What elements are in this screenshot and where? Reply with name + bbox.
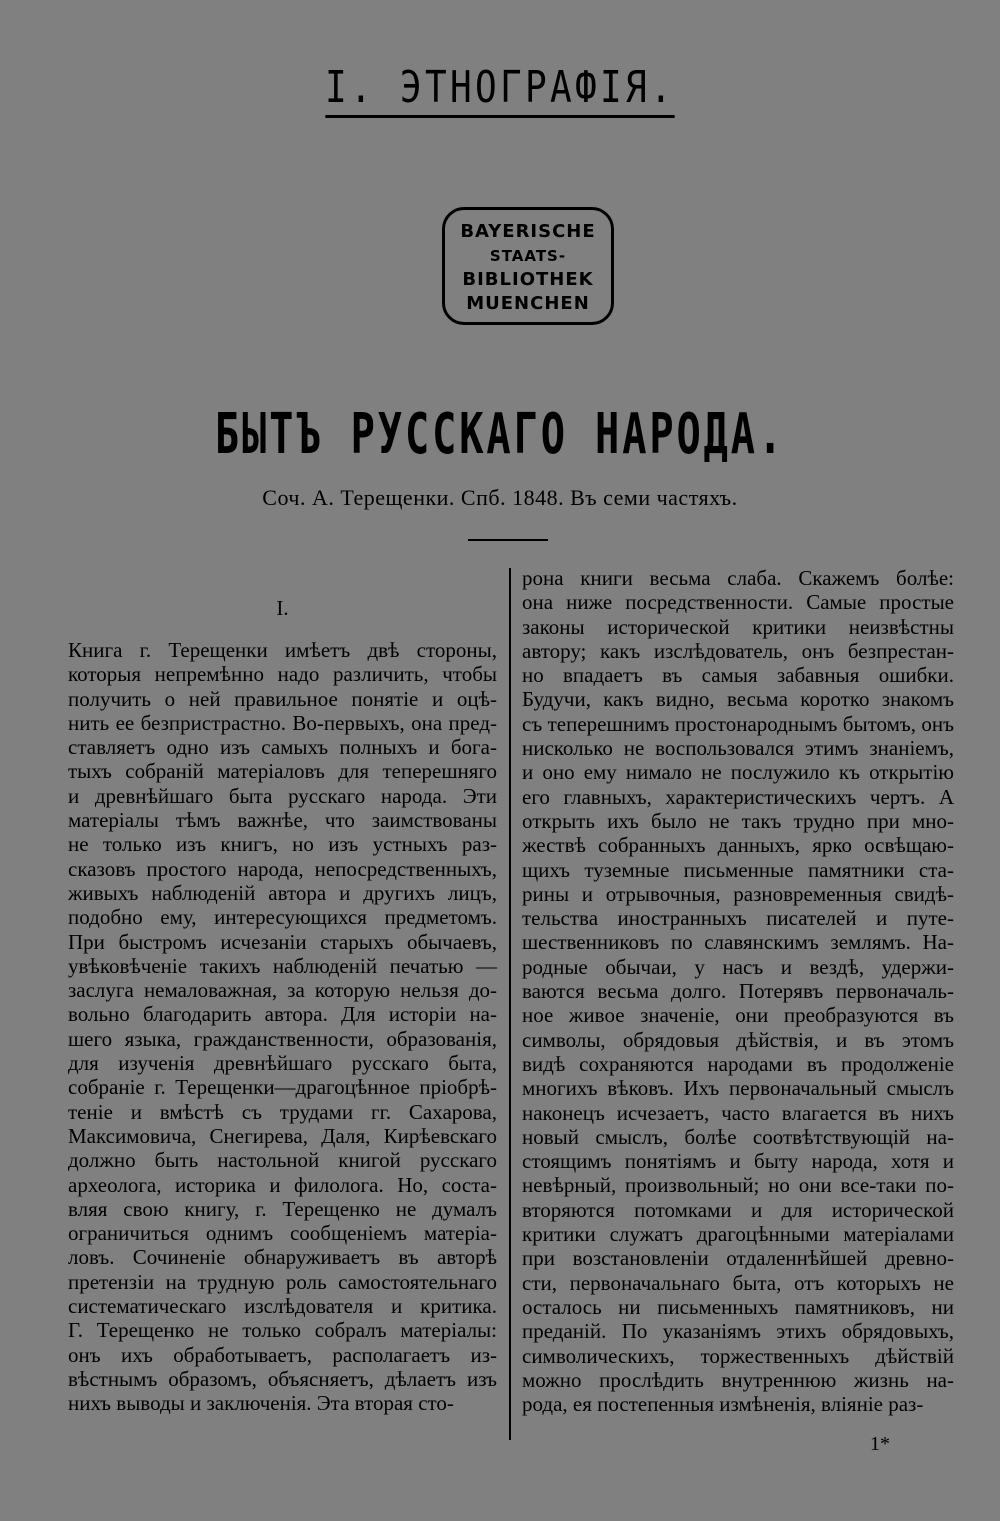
text-line: рины и отрывочныя, разновременныя свидѣ- — [522, 881, 954, 906]
section-heading-text: I. ЭТНОГРАФІЯ. — [325, 62, 675, 118]
text-line: вторяются потомками и для исторической — [522, 1197, 954, 1222]
text-line: вѣстнымъ образомъ, объясняетъ, дѣлаетъ изъ — [68, 1366, 497, 1391]
text-line: увѣковѣченіе такихъ наблюденій печатью — — [68, 953, 497, 978]
right-column — [522, 566, 954, 1416]
text-line: для изученія древнѣйшаго русскаго быта, — [68, 1051, 497, 1076]
text-line: получить о ней правильное понятіе и оцѣ- — [68, 686, 497, 711]
text-line: должно быть настольной книгой русскаго — [68, 1148, 497, 1173]
text-line: претензіи на трудную роль самостоятельнаго — [68, 1269, 497, 1294]
text-line: ограничиться однимъ сообщеніемъ матеріа- — [68, 1221, 497, 1246]
text-line: критики служатъ драгоцѣнными матеріалами — [522, 1222, 954, 1247]
text-line: археолога, историка и филолога. Но, соста- — [68, 1172, 497, 1197]
stamp-line: MUENCHEN — [466, 293, 590, 314]
text-line: осталось ни письменныхъ памятниковъ, ни — [522, 1294, 954, 1319]
text-line: тыхъ собраній матеріаловъ для теперешняго — [68, 759, 497, 784]
text-line: нить ее безпристрастно. Во-первыхъ, она пред- — [68, 710, 497, 735]
text-line: вольно благодарить автора. Для исторіи на- — [68, 1002, 497, 1027]
text-line: автору; какъ изслѣдователь, онъ безпрестан- — [522, 638, 954, 663]
text-line: Будучи, какъ видно, весьма коротко знакомъ — [522, 687, 954, 712]
text-line: символы, обрядовыя дѣйствія, и въ этомъ — [522, 1027, 954, 1052]
text-line: которыя непремѣнно надо различить, чтобы — [68, 662, 497, 687]
text-line: невѣрный, произвольный; но они все-таки по- — [522, 1173, 954, 1198]
text-line: ваются весьма долго. Потерявъ первоначаль- — [522, 979, 954, 1004]
text-line: ловъ. Сочиненіе обнаруживаетъ въ авторѣ — [68, 1245, 497, 1270]
section-heading — [90, 62, 910, 113]
text-line: родные обычаи, у насъ и вездѣ, удержи- — [522, 954, 954, 979]
text-line: преданій. По указаніямъ этихъ обрядовыхъ, — [522, 1319, 954, 1344]
text-line: собраніе г. Терещенки—драгоцѣнное пріобрѣ- — [68, 1075, 497, 1100]
text-line: она ниже посредственности. Самые простые — [522, 590, 954, 615]
text-line: символическихъ, торжественныхъ дѣйствій — [522, 1343, 954, 1368]
text-line: вляя свою книгу, г. Терещенко не думалъ — [68, 1196, 497, 1221]
text-line: ное живое значеніе, они преобразуются въ — [522, 1003, 954, 1028]
article-subtitle: Соч. А. Терещенки. Спб. 1848. Въ семи частяхъ. — [262, 485, 738, 510]
text-line: заслуга немаловажная, за которую нельзя до- — [68, 978, 497, 1003]
text-line: новый смыслъ, болѣе соотвѣтствующій на- — [522, 1124, 954, 1149]
text-line: и оно ему нимало не послужило къ открытію — [522, 760, 954, 785]
text-line: видѣ сохраняются народами въ продолженіе — [522, 1051, 954, 1076]
text-line: стоящимъ понятіямъ и быту народа, хотя и — [522, 1149, 954, 1174]
article-title: БЫТЪ РУССКАГО НАРОДА. — [214, 402, 786, 467]
text-line: рода, ея постепенныя измѣненія, вліяніе раз- — [522, 1392, 924, 1417]
chapter-number: I. — [276, 596, 289, 620]
text-line: не только изъ книгъ, но изъ устныхъ раз- — [68, 832, 497, 857]
text-line: можно прослѣдить внутреннюю жизнь на- — [522, 1367, 954, 1392]
text-line: съ теперешнимъ простонароднымъ бытомъ, онъ — [522, 711, 954, 736]
text-line: шего языка, гражданственности, образованія, — [68, 1026, 497, 1051]
text-line: тельства иностранныхъ писателей и путе- — [522, 906, 954, 931]
text-line: и древнѣйшаго быта русскаго народа. Эти — [68, 783, 497, 808]
text-line: нисколько не воспользовался этимъ знаніемъ, — [522, 736, 954, 761]
text-line: теніе и вмѣстѣ съ трудами гг. Сахарова, — [68, 1099, 497, 1124]
page-number: 1* — [870, 1433, 890, 1455]
text-line: сказовъ простого народа, непосредственныхъ, — [68, 856, 497, 881]
text-line: При быстромъ исчезаніи старыхъ обычаевъ, — [68, 929, 497, 954]
left-column-text — [68, 638, 497, 1416]
text-line: Г. Терещенко не только собралъ матеріалы: — [68, 1318, 497, 1343]
text-line: нихъ выводы и заключенія. Эта вторая сто- — [68, 1391, 454, 1416]
text-line: многихъ вѣковъ. Ихъ первоначальный смыслъ — [522, 1076, 954, 1101]
text-line: систематическаго изслѣдователя и критика. — [68, 1294, 497, 1319]
library-stamp — [442, 207, 614, 325]
stamp-line: BIBLIOTHEK — [462, 269, 594, 290]
text-line: матеріалы тѣмъ важнѣе, что заимствованы — [68, 808, 497, 833]
text-line: открыть ихъ было не такъ трудно при мно- — [522, 808, 954, 833]
text-line: Максимовича, Снегирева, Даля, Кирѣевскаго — [68, 1123, 497, 1148]
text-line: при возстановленіи отдаленнѣйшей древно- — [522, 1246, 954, 1271]
text-line: законы исторической критики неизвѣстны — [522, 614, 954, 639]
column-divider — [509, 568, 511, 1440]
text-line: жествѣ собранныхъ данныхъ, ярко освѣщаю- — [522, 833, 954, 858]
left-column — [68, 566, 497, 1416]
text-line: наконецъ исчезаетъ, часто влагается въ нихъ — [522, 1100, 954, 1125]
text-line: сти, первоначальнаго быта, отъ которыхъ не — [522, 1270, 954, 1295]
stamp-line: BAYERISCHE — [460, 221, 596, 242]
text-line: но впадаетъ въ самыя забавныя ошибки. — [522, 663, 954, 688]
text-line: онъ ихъ обработываетъ, располагаетъ из- — [68, 1342, 497, 1367]
text-line: щихъ туземные письменные памятники ста- — [522, 857, 954, 882]
text-line: подобно ему, интересующихся предметомъ. — [68, 905, 497, 930]
stamp-line: STAATS- — [489, 247, 567, 265]
right-column-text — [522, 566, 954, 1416]
text-line: ставляетъ одно изъ самыхъ полныхъ и бога- — [68, 735, 497, 760]
title-divider — [468, 539, 548, 541]
text-line: шественниковъ по славянскимъ землямъ. На- — [522, 930, 954, 955]
text-line: живыхъ наблюденій автора и другихъ лицъ, — [68, 880, 497, 905]
text-line: рона книги весьма слаба. Скажемъ болѣе: — [522, 566, 954, 590]
text-line: Книга г. Терещенки имѣетъ двѣ стороны, — [68, 638, 497, 662]
text-line: его главныхъ, характеристическихъ чертъ. А — [522, 784, 954, 809]
